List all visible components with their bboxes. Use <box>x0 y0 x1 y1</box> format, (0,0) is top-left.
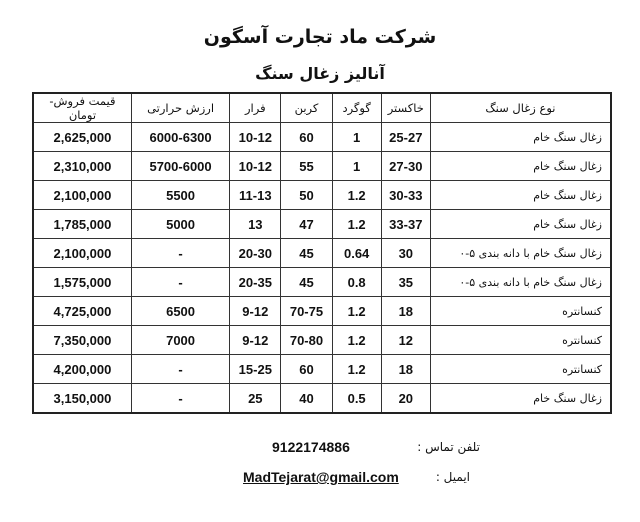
cell-type: زغال سنگ خام <box>430 210 611 239</box>
email-label: ایمیل : <box>435 470 470 484</box>
cell-sulfur: 0.8 <box>332 268 381 297</box>
phone-number: 9122174886 <box>272 439 350 455</box>
cell-sulfur: 0.64 <box>332 239 381 268</box>
table-row <box>33 384 611 414</box>
cell-carbon: 60 <box>281 123 332 152</box>
cell-carbon: 50 <box>281 181 332 210</box>
cell-carbon: 55 <box>281 152 332 181</box>
cell-price: 4,725,000 <box>33 297 131 326</box>
cell-sulfur: 1.2 <box>332 326 381 355</box>
column-header-volatile: فرار <box>230 93 281 123</box>
cell-heating-value: 5500 <box>131 181 229 210</box>
cell-type: زغال سنگ خام با دانه بندی ۵-۰ <box>430 239 611 268</box>
document-subtitle: آنالیز زغال سنگ <box>255 64 385 83</box>
cell-ash: 35 <box>381 268 430 297</box>
cell-type: زغال سنگ خام <box>430 152 611 181</box>
table-row <box>33 181 611 210</box>
table-row <box>33 239 611 268</box>
cell-ash: 18 <box>381 297 430 326</box>
cell-volatile: 10-12 <box>230 123 281 152</box>
cell-carbon: 47 <box>281 210 332 239</box>
cell-ash: 33-37 <box>381 210 430 239</box>
cell-ash: 30 <box>381 239 430 268</box>
cell-carbon: 70-80 <box>281 326 332 355</box>
column-header-price: قیمت فروش- تومان <box>33 93 131 123</box>
cell-type: کنسانتره <box>430 326 611 355</box>
cell-volatile: 10-12 <box>230 152 281 181</box>
cell-heating-value: 7000 <box>131 326 229 355</box>
cell-volatile: 20-35 <box>230 268 281 297</box>
cell-sulfur: 1.2 <box>332 181 381 210</box>
cell-volatile: 11-13 <box>230 181 281 210</box>
cell-heating-value: 6000-6300 <box>131 123 229 152</box>
cell-ash: 25-27 <box>381 123 430 152</box>
cell-sulfur: 1 <box>332 152 381 181</box>
cell-carbon: 60 <box>281 355 332 384</box>
cell-heating-value: 6500 <box>131 297 229 326</box>
cell-heating-value: 5000 <box>131 210 229 239</box>
cell-type: زغال سنگ خام <box>430 123 611 152</box>
cell-sulfur: 0.5 <box>332 384 381 414</box>
coal-analysis-table <box>32 92 612 414</box>
table-row <box>33 355 611 384</box>
cell-heating-value: 5700-6000 <box>131 152 229 181</box>
cell-price: 1,785,000 <box>33 210 131 239</box>
column-header-type: نوع زغال سنگ <box>430 93 611 123</box>
phone-label: تلفن تماس : <box>417 440 480 454</box>
cell-price: 7,350,000 <box>33 326 131 355</box>
cell-volatile: 9-12 <box>230 297 281 326</box>
cell-carbon: 45 <box>281 239 332 268</box>
cell-volatile: 15-25 <box>230 355 281 384</box>
column-header-carbon: کربن <box>281 93 332 123</box>
table-row <box>33 297 611 326</box>
table-row <box>33 268 611 297</box>
cell-sulfur: 1.2 <box>332 355 381 384</box>
cell-type: زغال سنگ خام با دانه بندی ۵-۰ <box>430 268 611 297</box>
cell-heating-value: - <box>131 239 229 268</box>
cell-heating-value: - <box>131 384 229 414</box>
cell-volatile: 13 <box>230 210 281 239</box>
cell-type: زغال سنگ خام <box>430 384 611 414</box>
cell-price: 4,200,000 <box>33 355 131 384</box>
table-row <box>33 210 611 239</box>
table-row <box>33 326 611 355</box>
cell-ash: 27-30 <box>381 152 430 181</box>
cell-heating-value: - <box>131 355 229 384</box>
cell-carbon: 70-75 <box>281 297 332 326</box>
cell-type: زغال سنگ خام <box>430 181 611 210</box>
cell-ash: 20 <box>381 384 430 414</box>
column-header-ash: خاکستر <box>381 93 430 123</box>
cell-volatile: 20-30 <box>230 239 281 268</box>
cell-sulfur: 1.2 <box>332 297 381 326</box>
cell-price: 2,100,000 <box>33 239 131 268</box>
table-row <box>33 152 611 181</box>
company-title: شرکت ماد تجارت آسگون <box>203 26 437 48</box>
cell-carbon: 45 <box>281 268 332 297</box>
cell-heating-value: - <box>131 268 229 297</box>
cell-price: 2,310,000 <box>33 152 131 181</box>
cell-ash: 30-33 <box>381 181 430 210</box>
cell-price: 3,150,000 <box>33 384 131 414</box>
email-link[interactable]: MadTejarat@gmail.com <box>243 469 399 485</box>
cell-price: 2,625,000 <box>33 123 131 152</box>
cell-price: 1,575,000 <box>33 268 131 297</box>
table-row <box>33 123 611 152</box>
column-header-sulfur: گوگرد <box>332 93 381 123</box>
cell-ash: 18 <box>381 355 430 384</box>
cell-carbon: 40 <box>281 384 332 414</box>
cell-type: کنسانتره <box>430 297 611 326</box>
cell-volatile: 9-12 <box>230 326 281 355</box>
cell-volatile: 25 <box>230 384 281 414</box>
cell-ash: 12 <box>381 326 430 355</box>
cell-sulfur: 1.2 <box>332 210 381 239</box>
cell-sulfur: 1 <box>332 123 381 152</box>
table-header-row <box>33 93 611 123</box>
column-header-heating-value: ارزش حرارتی <box>131 93 229 123</box>
cell-type: کنسانتره <box>430 355 611 384</box>
cell-price: 2,100,000 <box>33 181 131 210</box>
